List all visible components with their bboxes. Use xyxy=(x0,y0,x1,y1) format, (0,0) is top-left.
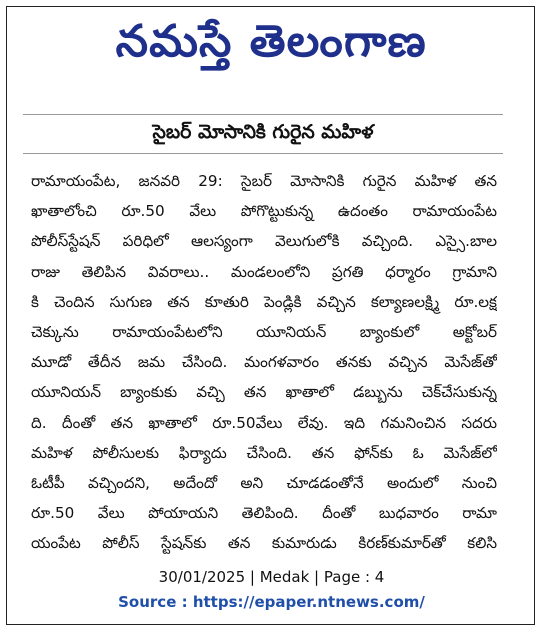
article-line: మహిళ పోలీసులకు ఫిర్యాదు చేసింది. తన ఫోన్‌కు ఓ మెసేజ్‌లో xyxy=(31,443,497,462)
headline-box xyxy=(23,114,503,154)
news-clipping xyxy=(23,92,503,562)
article-body xyxy=(31,166,497,562)
newspaper-logo: నమస్తే తెలంగాణ xyxy=(115,16,428,67)
source-line xyxy=(0,592,543,612)
article-line: కి చెందిన సుగుణ తన కూతురి పెండ్లికి వచ్చిన కల్యాణలక్ష్మి రూ.లక్ష xyxy=(31,292,497,311)
article-line: యంపేట పోలీస్ స్టేషన్‌కు తన కుమారుడు కిరణ్‌కుమార్‌తో కలిసి xyxy=(31,534,497,553)
article-line: ఓటీపీ వచ్చిందని, అదేందో అని చూడడంతోనే అందులో నుంచి xyxy=(31,473,497,492)
article-line: చెక్కును రామాయంపేటలోని యూనియన్ బ్యాంకులో అక్టోబర్ xyxy=(31,322,497,341)
article-line: ది. దీంతో తన ఖాతాలో రూ.50వేలు లేవు. ఇది గమనించిన సదరు xyxy=(31,413,497,432)
article-line: ఖాతాలోంచి రూ.50 వేలు పోగొట్టుకున్న ఉదంతం రామాయంపేట xyxy=(31,202,497,221)
article-line: మూడో తేదీన జమ చేసింది. మంగళవారం తనకు వచ్చిన మెసేజ్‌తో xyxy=(31,353,497,372)
article-line: రాజు తెలిపిన వివరాలు.. మండలంలోని ప్రగతి ధర్మారం గ్రామాని xyxy=(31,262,497,281)
source-link[interactable]: https://epaper.ntnews.com/ xyxy=(192,593,425,611)
cropped-previous-line xyxy=(27,92,497,106)
masthead xyxy=(0,10,543,78)
article-line: రూ.50 వేలు పోయాయని తెలిపింది. దీంతో బుధవారం రామా xyxy=(31,504,497,523)
article-line: పోలీస్‌స్టేషన్ పరిధిలో ఆలస్యంగా వెలుగులోకి వచ్చింది. ఎస్సై.బాల xyxy=(31,232,497,251)
article-line xyxy=(31,558,497,562)
article-line: రామాయంపేట, జనవరి 29: సైబర్ మోసానికి గురైన మహిళ తన xyxy=(31,172,497,190)
article-line: యూనియన్ బ్యాంకుకు వచ్చి తన ఖాతాలో డబ్బును చెక్‌చేసుకున్న xyxy=(31,383,497,402)
article-headline: సైబర్ మోసానికి గురైన మహిళ xyxy=(152,120,374,143)
date-edition-page: 30/01/2025 | Medak | Page : 4 xyxy=(158,568,385,586)
source-label: Source : xyxy=(118,593,193,611)
